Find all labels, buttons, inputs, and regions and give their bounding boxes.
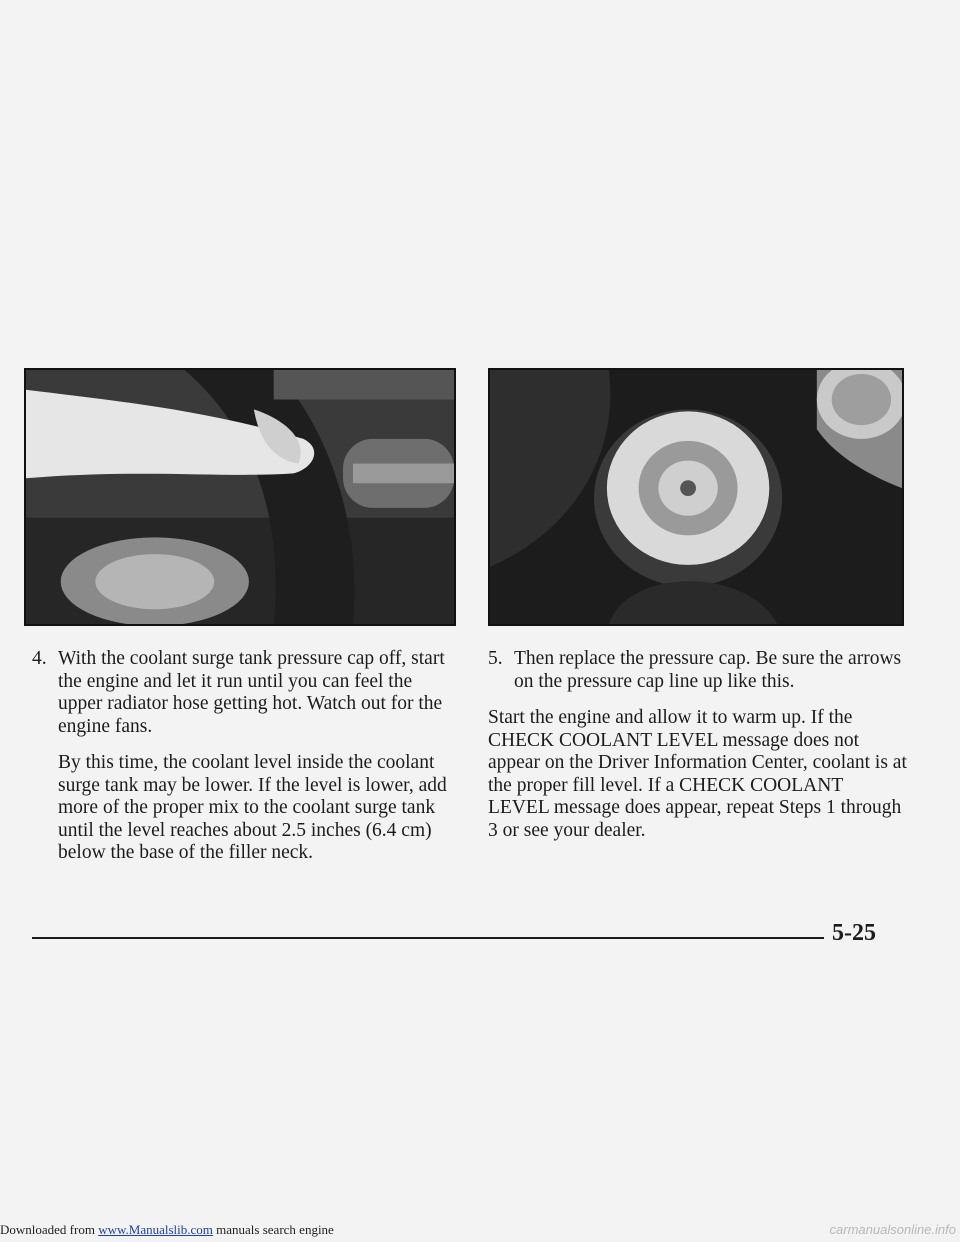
left-text-column	[32, 648, 456, 865]
step-5-number: 5.	[488, 648, 503, 669]
manualslib-link[interactable]: www.Manualslib.com	[98, 1222, 213, 1237]
step-5	[488, 648, 908, 693]
step-4	[32, 648, 456, 738]
footer-suffix: manuals search engine	[212, 1222, 334, 1237]
engine-photo-hand-on-hose	[24, 368, 456, 626]
watermark: carmanualsonline.info	[829, 1222, 956, 1237]
step-4-text: With the coolant surge tank pressure cap off, start the engine and let it run until you can feel the upper radiator hose getting hot. Watch out for the engine fans.	[58, 648, 445, 737]
page-number: 5-25	[832, 920, 876, 946]
warm-up-paragraph: Start the engine and allow it to warm up. If the CHECK COOLANT LEVEL message does not appear on the Driver Information Center, coolant is at the proper fill level. If a CHECK COOLANT LEVEL message does appear, repeat Steps 1 through 3 or see your dealer.	[488, 707, 907, 841]
footer-divider	[32, 937, 824, 939]
coolant-level-paragraph: By this time, the coolant level inside the coolant surge tank may be lower. If the level is lower, add more of the proper mix to the coolant surge tank until the level reaches about 2.5 inches (6.4 cm) below the base of the filler neck.	[58, 752, 447, 863]
footer-prefix: Downloaded from	[0, 1222, 99, 1237]
engine-photo-graphic	[26, 370, 454, 624]
step-5-text: Then replace the pressure cap. Be sure the arrows on the pressure cap line up like this.	[514, 648, 902, 692]
right-text-column	[488, 648, 908, 842]
step-4-number: 4.	[32, 648, 47, 669]
pressure-cap-photo	[488, 368, 904, 626]
pressure-cap-graphic	[490, 370, 902, 624]
download-footer	[0, 1222, 960, 1238]
